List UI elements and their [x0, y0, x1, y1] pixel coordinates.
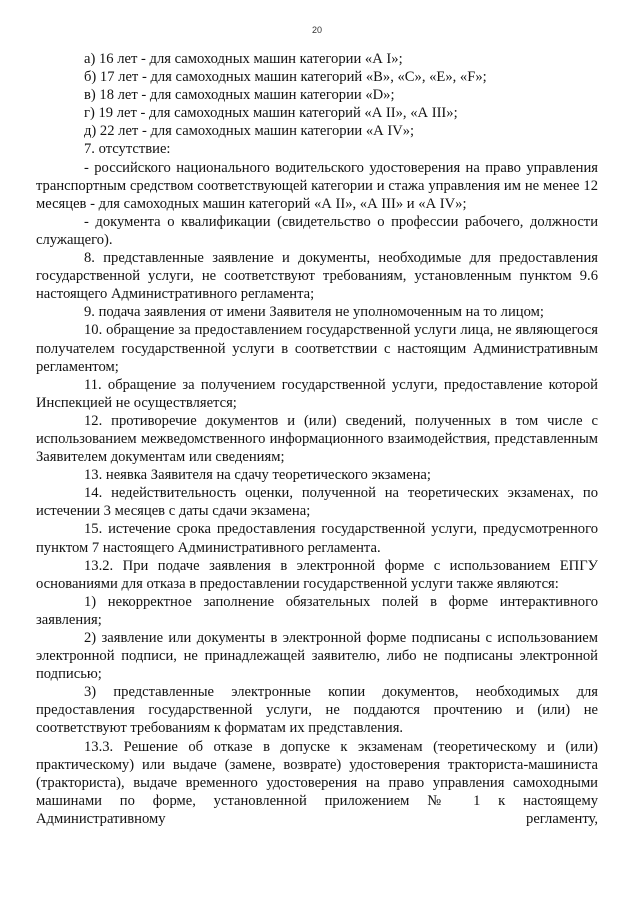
paragraph-item-8: 8. представленные заявление и документы, необходимые для предоставления государственной услуги, не соответствуют требованиям, установленным пунктом 9.6 настоящего Административного регламента; [36, 250, 598, 303]
paragraph-item-7-qualification: - документа о квалификации (свидетельство о профессии рабочего, должности служащего). [36, 213, 598, 248]
paragraph-item-11: 11. обращение за получением государственной услуги, предоставление которой Инспекцией не осуществляется; [36, 376, 598, 411]
list-item-age-b: б) 17 лет - для самоходных машин категорий «В», «С», «Е», «F»; [84, 69, 487, 86]
document-body [36, 50, 598, 828]
paragraph-section-13-2-item-1: 1) некорректное заполнение обязательных полей в форме интерактивного заявления; [36, 593, 598, 628]
paragraph-item-12: 12. противоречие документов и (или) сведений, полученных в том числе с использованием межведомственного информационного взаимодействия, представленным Заявителем документам или сведениям; [36, 412, 598, 466]
list-item-age-e: д) 22 лет - для самоходных машин категории «А IV»; [84, 123, 415, 140]
paragraph-item-9: 9. подача заявления от имени Заявителя не уполномоченным на то лицом; [84, 304, 544, 321]
paragraph-item-10: 10. обращение за предоставлением государственной услуги лица, не являющегося получателем государственной услуги в соответствии с настоящим Административным регламентом; [36, 322, 598, 375]
list-item-age-d: г) 19 лет - для самоходных машин категорий «А II», «А III»; [84, 105, 458, 122]
paragraph-item-7-license: - российского национального водительского удостоверения на право управления транспортным средством соответствующей категории и стажа управления им не менее 12 месяцев - для самоходных машин категорий «А II», «А III» и «А IV»; [36, 159, 598, 212]
paragraph-section-13-2: 13.2. При подаче заявления в электронной форме с использованием ЕПГУ основаниями для отказа в предоставлении государственной услуги также являются: [36, 557, 598, 592]
paragraph-item-14: 14. недействительность оценки, полученной на теоретических экзаменах, по истечении 3 месяцев с даты сдачи экзамена; [36, 485, 598, 520]
paragraph-section-13-2-item-3: 3) представленные электронные копии документов, необходимых для предоставления государственной услуги, не поддаются прочтению и (или) не соответствуют требованиям к форматам их представления. [36, 684, 598, 737]
list-item-age-a: а) 16 лет - для самоходных машин категории «А I»; [84, 51, 403, 67]
paragraph-item-15: 15. истечение срока предоставления государственной услуги, предусмотренного пунктом 7 настоящего Административного регламента. [36, 521, 598, 556]
paragraph-item-7: 7. отсутствие: [84, 141, 171, 158]
list-item-age-c: в) 18 лет - для самоходных машин категории «D»; [84, 87, 395, 104]
page-number: 20 [311, 25, 322, 35]
paragraph-section-13-2-item-2: 2) заявление или документы в электронной форме подписаны с использованием электронной подписи, не принадлежащей заявителю, либо не подписаны электронной подписью; [36, 630, 598, 683]
paragraph-item-13: 13. неявка Заявителя на сдачу теоретического экзамена; [84, 467, 431, 484]
paragraph-section-13-3: 13.3. Решение об отказе в допуске к экзаменам (теоретическому и (или) практическому) или выдаче (замене, возврате) удостоверения тракториста-машиниста (тракториста), выдаче временного удостоверения на право управления самоходными машинами по форме, установленной приложением № 1 к настоящему Административному регламенту, [36, 738, 598, 827]
